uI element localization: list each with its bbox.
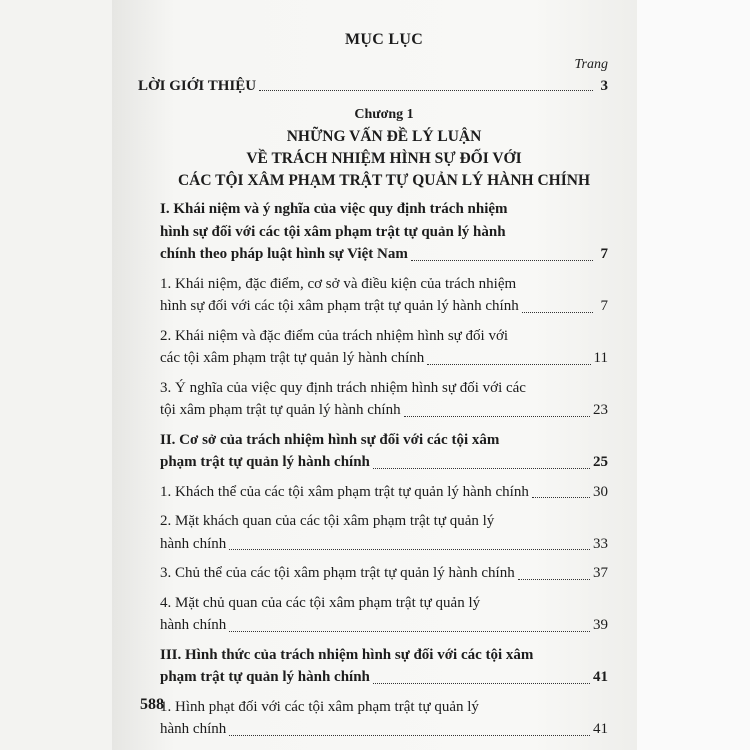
entry-page-number: 39 — [593, 617, 608, 633]
toc-section-entry[interactable] — [160, 429, 608, 474]
entry-last-line — [160, 451, 608, 474]
chapter-number: Chương 1 — [354, 107, 414, 122]
toc-entry-intro[interactable] — [138, 76, 608, 96]
toc-subsection-entry[interactable] — [160, 273, 608, 318]
toc-subsection-entry[interactable] — [160, 510, 608, 555]
leader-dots — [229, 734, 590, 736]
entry-text-line: chính theo pháp luật hình sự Việt Nam — [160, 246, 408, 262]
chapter-title-line: VỀ TRÁCH NHIỆM HÌNH SỰ ĐỐI VỚI — [246, 150, 522, 167]
toc-section-entry[interactable] — [160, 198, 608, 266]
toc-section-entry[interactable] — [160, 644, 608, 689]
intro-page-number: 3 — [600, 78, 608, 94]
leader-dots — [518, 578, 590, 580]
entry-last-line — [160, 399, 608, 422]
leader-dots — [373, 467, 590, 469]
entry-text-line: các tội xâm phạm trật tự quản lý hành chính — [160, 350, 425, 366]
page-number-footer: 588 — [140, 696, 164, 713]
entry-text-line: phạm trật tự quản lý hành chính — [160, 454, 370, 470]
entry-text-line: phạm trật tự quản lý hành chính — [160, 669, 370, 685]
entry-page-number: 33 — [593, 535, 608, 552]
toc-entries — [160, 198, 608, 741]
entry-page-number: 41 — [593, 721, 608, 737]
entry-last-line — [160, 533, 608, 556]
entry-text-line: III. Hình thức của trách nhiệm hình sự đối với các tội xâm — [160, 646, 534, 663]
leader-dots — [259, 89, 593, 91]
entry-text-line: hình sự đối với các tội xâm phạm trật tự quản lý hành chính — [160, 298, 519, 314]
entry-page-number: 41 — [593, 669, 608, 685]
toc-subsection-entry[interactable] — [160, 562, 608, 585]
toc-subsection-entry[interactable] — [160, 325, 608, 370]
entry-text-line: hành chính — [160, 535, 227, 552]
entry-text-line: hành chính — [160, 617, 227, 633]
entry-text-line: 4. Mặt chủ quan của các tội xâm phạm trật tự quản lý — [160, 594, 481, 611]
chapter-title-line: NHỮNG VẤN ĐỀ LÝ LUẬN — [286, 128, 482, 145]
leader-dots — [427, 363, 590, 365]
leader-dots — [404, 415, 590, 417]
entry-page-number: 11 — [593, 350, 608, 366]
entry-last-line — [160, 347, 608, 370]
chapter-heading — [160, 104, 608, 192]
right-margin — [637, 0, 750, 750]
entry-text-line: 1. Khái niệm, đặc điểm, cơ sở và điều kiện của trách nhiệm — [160, 275, 517, 292]
entry-last-line — [160, 718, 608, 741]
leader-dots — [532, 496, 590, 498]
entry-last-line — [160, 614, 608, 637]
entry-page-number: 25 — [593, 454, 608, 470]
toc-subsection-entry[interactable] — [160, 481, 608, 504]
entry-last-line — [160, 666, 608, 689]
chapter-title-line: CÁC TỘI XÂM PHẠM TRẬT TỰ QUẢN LÝ HÀNH CHÍNH — [177, 172, 591, 189]
entry-text-line: 1. Khách thể của các tội xâm phạm trật tự quản lý hành chính — [160, 483, 529, 500]
entry-text-line: hình sự đối với các tội xâm phạm trật tự quản lý hành — [160, 223, 506, 240]
entry-text-line: 3. Chủ thể của các tội xâm phạm trật tự quản lý hành chính — [160, 565, 515, 581]
leader-dots — [522, 311, 593, 313]
entry-text-line: 1. Hình phạt đối với các tội xâm phạm trật tự quản lý — [160, 698, 479, 715]
entry-text-line: tội xâm phạm trật tự quản lý hành chính — [160, 402, 401, 418]
entry-text-line: hành chính — [160, 721, 227, 737]
entry-text-line: 2. Mặt khách quan của các tội xâm phạm trật tự quản lý — [160, 513, 495, 529]
entry-text-line: II. Cơ sở của trách nhiệm hình sự đối với các tội xâm — [160, 431, 500, 448]
toc-subsection-entry[interactable] — [160, 377, 608, 422]
entry-page-number: 7 — [600, 298, 608, 314]
intro-label: LỜI GIỚI THIỆU — [138, 78, 257, 94]
entry-text-line: I. Khái niệm và ý nghĩa của việc quy định trách nhiệm — [160, 201, 508, 217]
entry-page-number: 30 — [593, 483, 608, 500]
toc-title: MỤC LỤC — [344, 31, 424, 48]
toc-subsection-entry[interactable] — [160, 696, 608, 741]
toc-subsection-entry[interactable] — [160, 592, 608, 637]
leader-dots — [229, 548, 590, 550]
entry-page-number: 37 — [593, 565, 608, 581]
leader-dots — [411, 259, 593, 261]
entry-last-line — [160, 562, 608, 585]
leader-dots — [229, 630, 590, 632]
entry-text-line: 2. Khái niệm và đặc điểm của trách nhiệm hình sự đối với — [160, 327, 509, 344]
leader-dots — [373, 682, 590, 684]
page-column-header: Trang — [574, 57, 608, 72]
entry-last-line — [160, 243, 608, 266]
entry-page-number: 23 — [593, 402, 608, 418]
entry-page-number: 7 — [600, 246, 608, 262]
entry-last-line — [160, 295, 608, 318]
entry-last-line — [160, 481, 608, 504]
entry-text-line: 3. Ý nghĩa của việc quy định trách nhiệm hình sự đối với các — [160, 379, 526, 396]
